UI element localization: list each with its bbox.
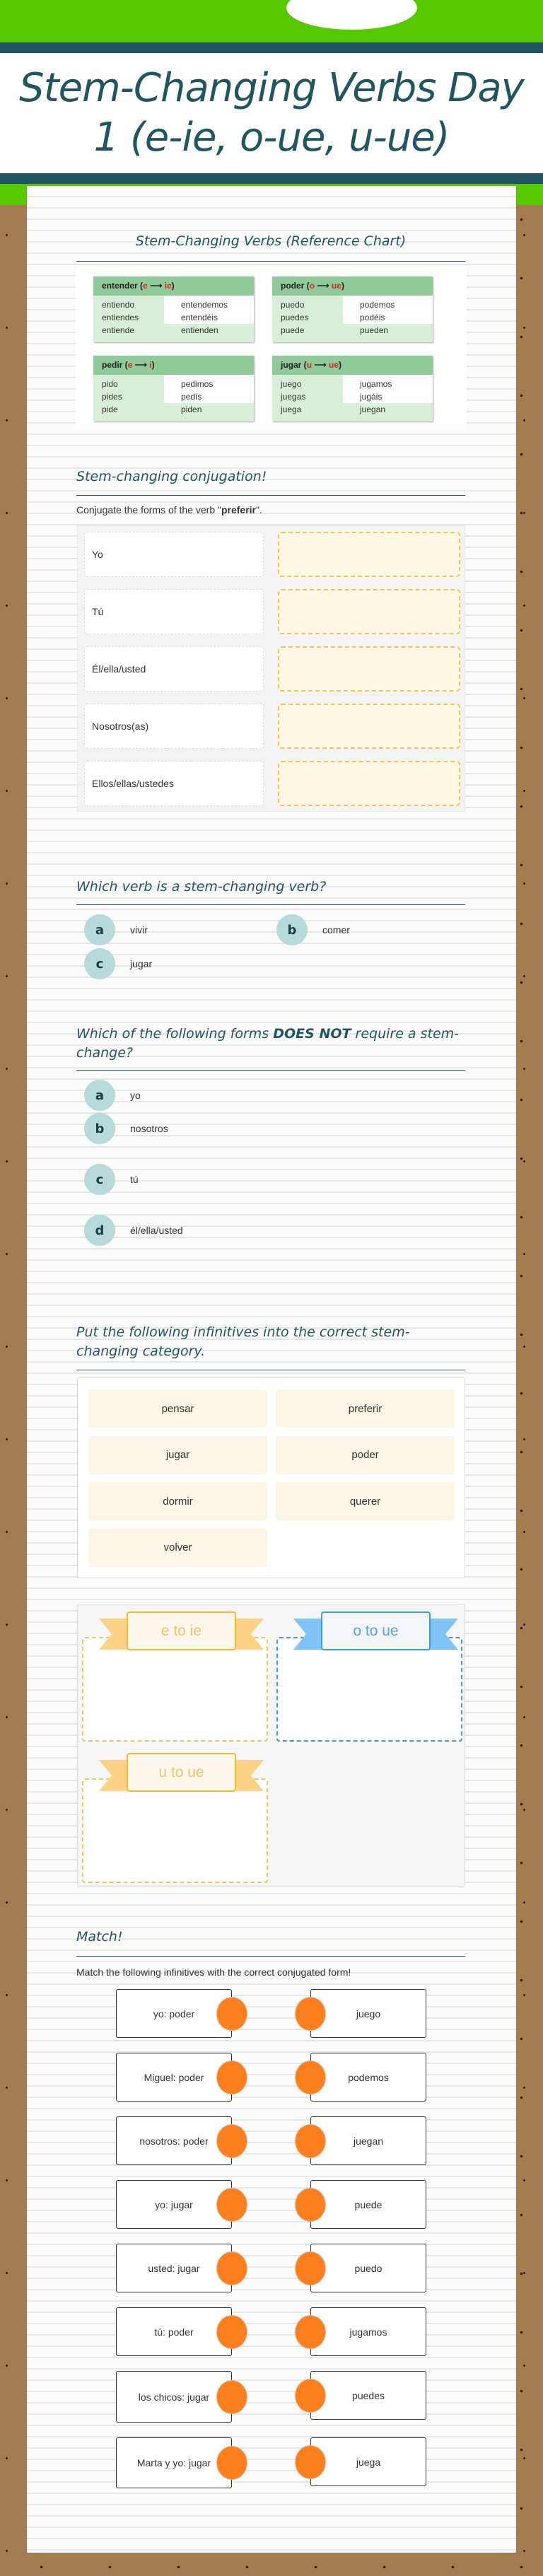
match-connector-left[interactable] xyxy=(216,2188,247,2222)
answer-dropzone[interactable] xyxy=(278,761,460,806)
option-text: tú xyxy=(130,1174,139,1185)
verb-form: puedes xyxy=(281,313,309,322)
page-title: Stem-Changing Verbs Day 1 (e-ie, o-ue, u-ue) xyxy=(19,65,524,161)
verb-form: pide xyxy=(102,404,118,414)
q2-option-a[interactable] xyxy=(84,1080,141,1111)
conjugation-table xyxy=(77,525,465,812)
q1-option-c[interactable] xyxy=(84,948,152,979)
conjugation-row xyxy=(78,755,466,812)
match-connector-right[interactable] xyxy=(295,2379,326,2413)
pronoun-label: Ellos/ellas/ustedes xyxy=(84,761,264,806)
reference-title: Stem-Changing Verbs (Reference Chart) xyxy=(135,233,407,249)
verb-form: juego xyxy=(281,379,302,389)
verb-form: entienden xyxy=(181,325,218,335)
match-right-item[interactable]: puedo xyxy=(310,2244,426,2292)
verb-form: podéis xyxy=(360,313,385,322)
draggable-item[interactable]: pensar xyxy=(88,1389,267,1428)
category-label: u to ue xyxy=(127,1753,236,1792)
match-connector-right[interactable] xyxy=(295,2061,326,2094)
divider xyxy=(76,1956,465,1957)
categorize-title: Put the following infinitives into the correct stem-changing category. xyxy=(76,1324,410,1359)
option-letter: b xyxy=(84,1113,115,1144)
answer-dropzone[interactable] xyxy=(278,589,460,634)
category-ribbon xyxy=(293,1612,458,1657)
category-area xyxy=(77,1604,465,1887)
pronoun-label: Tú xyxy=(84,589,264,634)
verb-table-pedir xyxy=(93,356,254,421)
option-letter: a xyxy=(84,914,115,945)
match-left-item[interactable]: yo: poder xyxy=(116,1989,232,2038)
divider xyxy=(76,261,465,262)
divider xyxy=(76,1070,465,1071)
draggable-item[interactable]: dormir xyxy=(88,1482,267,1520)
verb-table-jugar xyxy=(272,356,433,421)
draggable-item[interactable]: preferir xyxy=(276,1389,455,1428)
match-left-item[interactable]: tú: poder xyxy=(116,2307,232,2356)
match-connector-left[interactable] xyxy=(216,2251,247,2285)
match-connector-right[interactable] xyxy=(295,2251,326,2285)
option-text: jugar xyxy=(130,958,153,969)
match-right-item[interactable]: podemos xyxy=(310,2053,426,2102)
match-left-item[interactable]: Miguel: poder xyxy=(116,2053,232,2102)
divider xyxy=(76,495,465,496)
match-connector-left[interactable] xyxy=(216,2315,247,2349)
verb-table-header: jugar (u ⟶ ue) xyxy=(272,356,433,375)
category-ribbon xyxy=(99,1612,264,1657)
match-left-item[interactable]: usted: jugar xyxy=(116,2244,232,2292)
match-title: Match! xyxy=(76,1929,123,1945)
verb-form: juega xyxy=(281,404,302,414)
match-right-item[interactable]: juega xyxy=(310,2437,426,2486)
option-text: yo xyxy=(130,1090,141,1101)
verb-form: juegan xyxy=(360,404,386,414)
match-connector-left[interactable] xyxy=(216,2124,247,2158)
option-letter: d xyxy=(84,1215,115,1246)
category-label: o to ue xyxy=(321,1612,431,1650)
match-connector-right[interactable] xyxy=(295,1997,326,2031)
verb-form: pedís xyxy=(181,392,202,402)
answer-dropzone[interactable] xyxy=(278,704,460,749)
verb-form: entiendes xyxy=(102,313,139,322)
conjugation-row xyxy=(78,526,466,583)
verb-form: entiendo xyxy=(102,300,135,310)
match-right-item[interactable]: puedes xyxy=(310,2371,426,2420)
match-connector-right[interactable] xyxy=(295,2188,326,2222)
answer-dropzone[interactable] xyxy=(278,532,460,577)
match-right-item[interactable]: juegan xyxy=(310,2116,426,2165)
item-bank xyxy=(77,1377,465,1578)
option-text: él/ella/usted xyxy=(130,1225,183,1236)
match-right-item[interactable]: juego xyxy=(310,1989,426,2038)
match-connector-left[interactable] xyxy=(216,2446,247,2480)
conjugation-row xyxy=(78,641,466,698)
question-1-title: Which verb is a stem-changing verb? xyxy=(76,879,327,894)
verb-form: pido xyxy=(102,379,118,389)
q2-option-b[interactable] xyxy=(84,1113,168,1144)
match-connector-right[interactable] xyxy=(295,2315,326,2349)
draggable-item[interactable]: jugar xyxy=(88,1436,267,1474)
match-connector-right[interactable] xyxy=(295,2124,326,2158)
pronoun-label: Yo xyxy=(84,532,264,577)
verb-form: entendéis xyxy=(181,313,218,322)
verb-table-header: entender (e ⟶ ie) xyxy=(93,276,254,296)
option-letter: c xyxy=(84,1164,115,1195)
option-text: nosotros xyxy=(130,1123,168,1134)
draggable-item[interactable]: poder xyxy=(276,1436,455,1474)
verb-form: jugamos xyxy=(360,379,392,389)
match-left-item[interactable]: los chicos: jugar xyxy=(116,2371,232,2423)
q1-option-a[interactable] xyxy=(84,914,148,945)
match-left-item[interactable]: yo: jugar xyxy=(116,2180,232,2229)
option-letter: a xyxy=(84,1080,115,1111)
match-left-item[interactable]: Marta y yo: jugar xyxy=(116,2437,232,2488)
verb-table-header: poder (o ⟶ ue) xyxy=(272,276,433,296)
match-connector-left[interactable] xyxy=(216,1997,247,2031)
match-left-item[interactable]: nosotros: poder xyxy=(116,2116,232,2165)
pronoun-label: Él/ella/usted xyxy=(84,646,264,692)
question-2-title: Which of the following forms DOES NOT require a stem-change? xyxy=(76,1026,460,1061)
match-connector-right[interactable] xyxy=(295,2445,326,2479)
verb-form: puede xyxy=(281,325,305,335)
verb-form: pides xyxy=(102,392,122,402)
draggable-item[interactable]: volver xyxy=(88,1529,267,1567)
category-label: e to ie xyxy=(127,1612,236,1650)
verb-table-entender xyxy=(93,276,254,342)
match-connector-left[interactable] xyxy=(216,2380,247,2414)
verb-table-header: pedir (e ⟶ i) xyxy=(93,356,254,375)
conjugation-title: Stem-changing conjugation! xyxy=(76,469,267,484)
verb-table-poder xyxy=(272,276,433,342)
option-letter: b xyxy=(276,914,308,945)
verb-form: juegas xyxy=(281,392,306,402)
option-text: comer xyxy=(322,924,350,936)
header-banner xyxy=(0,53,543,173)
verb-form: entendemos xyxy=(181,300,228,310)
verb-form: pedimos xyxy=(181,379,214,389)
option-text: vivir xyxy=(130,924,148,936)
option-letter: c xyxy=(84,948,115,979)
header-bar-top xyxy=(0,42,543,53)
divider xyxy=(76,904,465,905)
header-bar-bottom xyxy=(0,173,543,184)
conjugation-instruction: Conjugate the forms of the verb "preferir". xyxy=(76,504,262,515)
verb-form: puedo xyxy=(281,300,305,310)
match-right-item[interactable]: jugamos xyxy=(310,2307,426,2356)
match-instruction: Match the following infinitives with the correct conjugated form! xyxy=(76,1966,351,1978)
verb-form: piden xyxy=(181,404,202,414)
conjugation-row xyxy=(78,583,466,641)
match-right-item[interactable]: puede xyxy=(310,2180,426,2229)
verb-form: pueden xyxy=(360,325,389,335)
q2-option-c[interactable] xyxy=(84,1164,139,1195)
match-connector-left[interactable] xyxy=(216,2061,247,2094)
conjugation-row xyxy=(78,698,466,755)
q1-option-b[interactable] xyxy=(276,914,350,945)
draggable-item[interactable]: querer xyxy=(276,1482,455,1520)
verb-form: entiende xyxy=(102,325,135,335)
pronoun-label: Nosotros(as) xyxy=(84,704,264,749)
answer-dropzone[interactable] xyxy=(278,646,460,692)
verb-form: jugáis xyxy=(360,392,383,402)
verb-form: podemos xyxy=(360,300,395,310)
category-ribbon xyxy=(99,1753,264,1798)
q2-option-d[interactable] xyxy=(84,1215,183,1246)
